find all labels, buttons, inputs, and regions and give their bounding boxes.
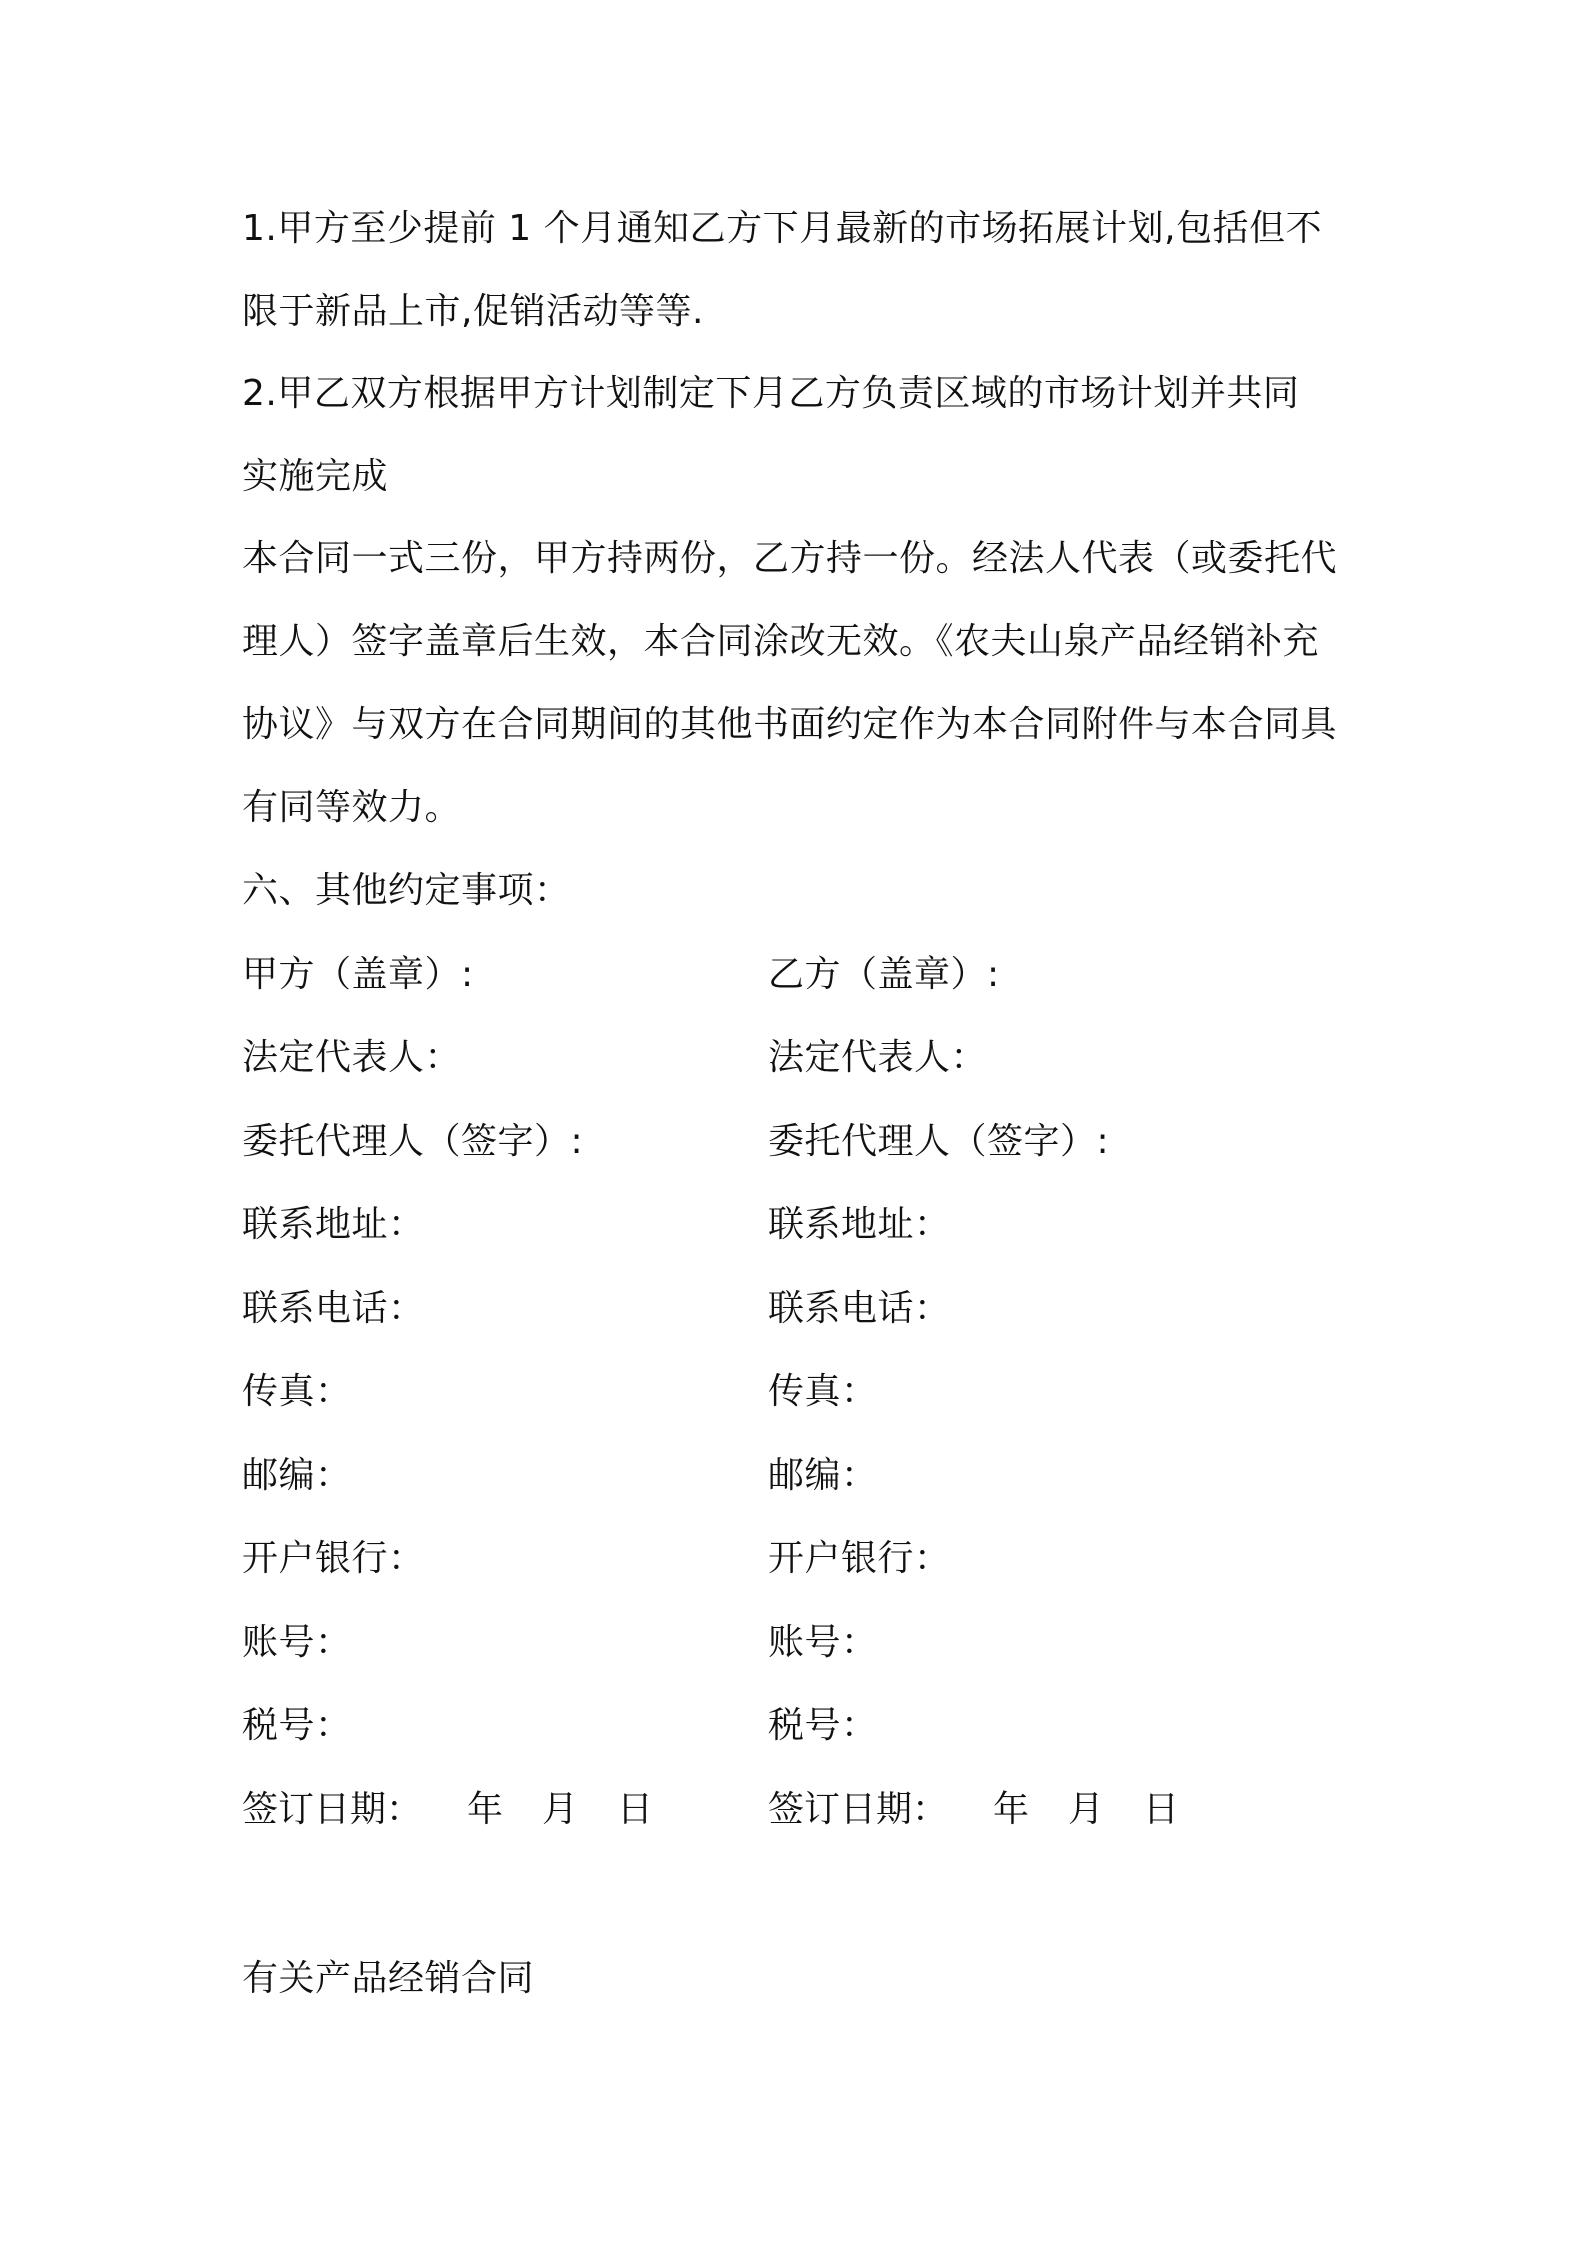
party-a-postcode-label: 邮编： — [242, 1455, 352, 1496]
party-b-day-label: 日 — [1143, 1789, 1180, 1830]
party-b-tax-label: 税号： — [768, 1705, 878, 1746]
party-a-agent-label: 委托代理人（签字）: — [242, 1121, 584, 1162]
party-a-legal-rep-label: 法定代表人： — [242, 1037, 462, 1078]
validity-line-3: 协议》与双方在合同期间的其他书面约定作为本合同附件与本合同具 — [242, 704, 1338, 745]
party-a-day-label: 日 — [617, 1789, 654, 1830]
clause-2-line-2: 实施完成 — [242, 456, 389, 497]
section-heading: 六、其他约定事项： — [242, 870, 571, 911]
party-a-year-label: 年 — [467, 1789, 504, 1830]
party-a-date-label: 签订日期： — [242, 1789, 423, 1830]
party-a-fax-label: 传真： — [242, 1371, 352, 1412]
party-b-agent-label: 委托代理人（签字）: — [768, 1121, 1110, 1162]
party-b-year-label: 年 — [993, 1789, 1030, 1830]
party-a-month-label: 月 — [542, 1789, 579, 1830]
party-b-phone-label: 联系电话： — [768, 1288, 951, 1329]
footer-title: 有关产品经销合同 — [242, 1958, 535, 1999]
party-b-signing-date — [768, 1788, 1218, 1832]
party-b-account-label: 账号： — [768, 1622, 878, 1663]
party-a-address-label: 联系地址： — [242, 1204, 425, 1245]
party-b-bank-label: 开户银行： — [768, 1538, 951, 1579]
validity-line-4: 有同等效力。 — [242, 787, 462, 828]
validity-line-2: 理人）签字盖章后生效，本合同涂改无效。《农夫山泉产品经销补充 — [242, 621, 1320, 662]
party-a-seal-label: 甲方（盖章）: — [242, 954, 474, 995]
party-b-seal-label: 乙方（盖章）: — [768, 954, 1000, 995]
clause-1-line-2: 限于新品上市,促销活动等等. — [242, 291, 704, 332]
clause-1-line-1: 1.甲方至少提前 1 个月通知乙方下月最新的市场拓展计划,包括但不 — [242, 208, 1323, 249]
party-b-postcode-label: 邮编： — [768, 1455, 878, 1496]
party-a-bank-label: 开户银行： — [242, 1538, 425, 1579]
party-a-tax-label: 税号： — [242, 1705, 352, 1746]
party-a-phone-label: 联系电话： — [242, 1288, 425, 1329]
validity-line-1: 本合同一式三份，甲方持两份，乙方持一份。经法人代表（或委托代 — [242, 538, 1338, 579]
clause-2-line-1: 2.甲乙双方根据甲方计划制定下月乙方负责区域的市场计划并共同 — [242, 373, 1300, 414]
party-b-legal-rep-label: 法定代表人： — [768, 1037, 988, 1078]
party-a-account-label: 账号： — [242, 1622, 352, 1663]
party-a-signing-date — [242, 1788, 692, 1832]
party-b-month-label: 月 — [1068, 1789, 1105, 1830]
party-b-date-label: 签订日期： — [768, 1789, 949, 1830]
party-b-address-label: 联系地址： — [768, 1204, 951, 1245]
party-b-fax-label: 传真： — [768, 1371, 878, 1412]
